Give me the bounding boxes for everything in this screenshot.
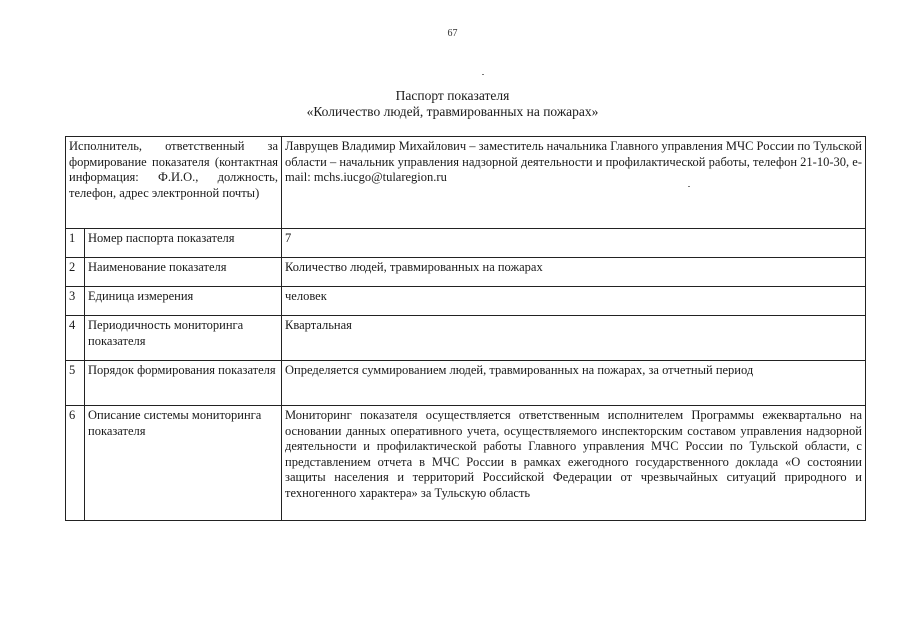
row-value-cell: Количество людей, травмированных на пожарах <box>282 258 866 287</box>
table-row <box>66 229 866 258</box>
row-value-cell: Мониторинг показателя осуществляется ответственным исполнителем Программы ежеквартально на основании данных оперативного учета, осуществляемого инспекторским составом управления надзорной деятельности и профилактической работы Главного управления МЧС России по Тульской области, с представлением отчета в МЧС России в рамках ежегодного государственного доклада «О состоянии защиты населения и территорий Российской Федерации от чрезвычайных ситуаций природного и техногенного характера» за Тульскую область <box>282 406 866 521</box>
row-label-cell: Порядок формирования показателя <box>85 361 282 406</box>
row-value-cell: Квартальная <box>282 316 866 361</box>
row-number-cell: 2 <box>66 258 85 287</box>
title-line-2: «Количество людей, травмированных на пожарах» <box>306 104 599 119</box>
row-label-cell: Описание системы мониторинга показателя <box>85 406 282 521</box>
row-label-cell: Единица измерения <box>85 287 282 316</box>
row-number-cell: 5 <box>66 361 85 406</box>
title-line-1: Паспорт показателя <box>395 88 510 103</box>
row-value-cell: 7 <box>282 229 866 258</box>
row-value-cell: человек <box>282 287 866 316</box>
document-title <box>0 88 905 120</box>
table-row <box>66 361 866 406</box>
row-label-cell: Наименование показателя <box>85 258 282 287</box>
table-row <box>66 406 866 521</box>
row-number-cell: 4 <box>66 316 85 361</box>
row-number-cell: 3 <box>66 287 85 316</box>
row-number-cell: 6 <box>66 406 85 521</box>
responsible-value-cell: Лаврущев Владимир Михайлович – заместитель начальника Главного управления МЧС России по Тульской области – начальник управления надзорной деятельности и профилактической работы, телефон 21-10-30, e-mail: mchs.iucgo@tularegion.ru <box>282 137 866 229</box>
table-row <box>66 316 866 361</box>
table-row <box>66 258 866 287</box>
row-label-cell: Периодичность мониторинга показателя <box>85 316 282 361</box>
table-row-responsible <box>66 137 866 229</box>
table-row <box>66 287 866 316</box>
responsible-label-cell: Исполнитель, ответственный за формирование показателя (контактная информация: Ф.И.О., должность, телефон, адрес электронной почты) <box>66 137 282 229</box>
scan-speck <box>482 74 484 75</box>
page-number: 67 <box>447 28 458 39</box>
row-label-cell: Номер паспорта показателя <box>85 229 282 258</box>
row-number-cell: 1 <box>66 229 85 258</box>
passport-table <box>65 136 866 521</box>
row-value-cell: Определяется суммированием людей, травмированных на пожарах, за отчетный период <box>282 361 866 406</box>
